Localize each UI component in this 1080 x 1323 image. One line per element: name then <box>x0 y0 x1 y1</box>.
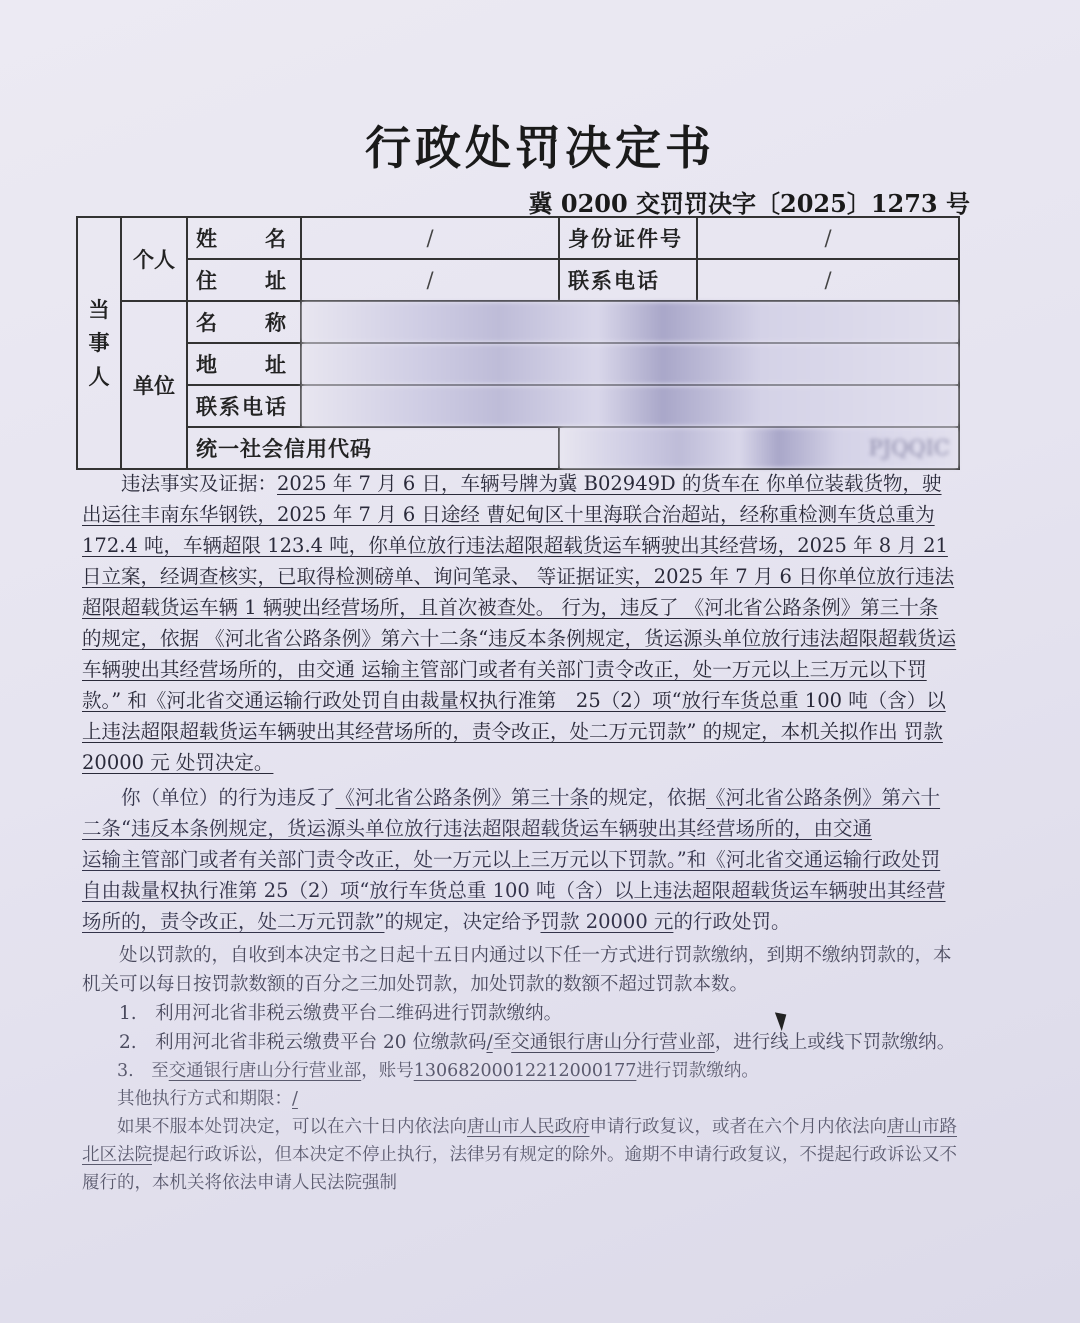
decision-fine: 罚款 20000 元 <box>540 910 674 933</box>
individual-label: 个人 <box>121 217 187 301</box>
other-method-value: / <box>292 1089 298 1109</box>
method-3-account: 13068200012212000177 <box>413 1061 637 1081</box>
credit-code-redacted: PJQQIC <box>559 427 959 469</box>
appeal-paragraph <box>82 1113 958 1197</box>
payment-paragraph: 处以罚款的，自收到本决定书之日起十五日内通过以下任一方式进行罚款缴纳，到期不缴纳罚款的，本机关可以每日按罚款数额的百分之三加处罚款，加处罚款的数额不超过罚款本数。 <box>82 945 952 995</box>
method-3-text-c: 进行罚款缴纳。 <box>636 1061 759 1081</box>
appeal-text-c: 提起行政诉讼，但本决定不停止执行，法律另有规定的除外。逾期不申请行政复议，不提起行政诉讼又不履行的，本机关将依法申请人民法院强制 <box>82 1145 957 1193</box>
party-table <box>76 216 960 470</box>
unit-name-redacted <box>301 301 959 343</box>
decision-paragraph-cont <box>82 844 958 937</box>
method-2-text-a: 2. 利用河北省非税云缴费平台 20 位缴款码 <box>119 1032 487 1053</box>
decision-paragraph <box>82 782 958 844</box>
method-2-bank: 交通银行唐山分行营业部 <box>511 1032 715 1053</box>
facts-label: 违法事实及证据： <box>121 472 278 495</box>
phone-label: 联系电话 <box>559 259 697 301</box>
decision-text-a: 你（单位）的行为违反了 <box>121 786 336 809</box>
address-value: / <box>301 259 559 301</box>
method-2-text-c: ，进行线上或线下罚款缴纳。 <box>714 1032 956 1053</box>
unit-label: 单位 <box>121 301 187 469</box>
facts-text: 2025 年 7 月 6 日，车辆号牌为冀 B02949D 的货车在 你单位装载货物，驶出运往丰南东华钢铁，2025 年 7 月 6 日途经 曹妃甸区十里海联合治超站，经称重检测车货总重为172.4 吨，车辆超限 123.4 吨，你单位放行违法超限超载货运车辆驶出其经营场，2025 年 8 月 21 日立案，经调查核实，已取得检测磅单、询问笔录、 等证据证实，2025 年 7 月 6 日你单位放行违法超限超载货运车辆 1 辆驶出经营场所，且首次被查处。 行为，违反了 《河北省公路条例》第三十条 的规定，依据 《河北省公路条例》第六十二条“违反本条例规定，货运源头单位放行违法超限超载货运车辆驶出其经营场所的，由交通 运输主管部门或者有关部门责令改正，处一万元以上三万元以下罚款。” 和《河北省交通运输行政处罚自由裁量权执行准第 25（2）项“放行车货总重 100 吨（含）以上违法超限超载货运车辆驶出其经营场所的，责令改正，处二万元罚款” 的规定，本机关拟作出 罚款 20000 元 处罚决定。 <box>82 472 957 774</box>
appeal-text-b: 申请行政复议，或者在六个月内依法向 <box>589 1117 887 1137</box>
method-3-bank: 交通银行唐山分行营业部 <box>168 1061 362 1081</box>
decision-law-2: 《河北省公路条例》第六十二条“违反本条例规定，货运源头单位放行违法超限超载货运车辆驶出其经营场所的，由交通 <box>82 786 941 840</box>
unit-phone-redacted <box>301 385 959 427</box>
payment-method-3 <box>82 1057 958 1085</box>
other-method-label: 其他执行方式和期限： <box>117 1089 292 1109</box>
name-label: 姓 名 <box>187 217 301 259</box>
unit-address-redacted <box>301 343 959 385</box>
decision-law-1: 《河北省公路条例》第三十条 <box>335 786 590 809</box>
unit-phone-label: 联系电话 <box>187 385 301 427</box>
payment-method-2 <box>82 1028 958 1057</box>
method-3-text-a: 3. 至 <box>117 1061 169 1081</box>
party-group-label: 当事人 <box>77 217 121 469</box>
other-method <box>82 1085 958 1113</box>
id-label: 身份证件号 <box>559 217 697 259</box>
method-3-text-b: ，账号 <box>361 1061 414 1081</box>
document-number: 冀 0200 交罚罚决字〔2025〕1273 号 <box>528 189 970 218</box>
appeal-court: 唐山市路北区法院 <box>82 1117 957 1165</box>
method-2-code: / <box>486 1032 493 1053</box>
unit-address-label: 地 址 <box>187 343 301 385</box>
decision-text-d: 的行政处罚。 <box>673 910 791 933</box>
unit-name-label: 名 称 <box>187 301 301 343</box>
document-title: 行政处罚决定书 <box>365 121 715 175</box>
name-value: / <box>301 217 559 259</box>
facts-paragraph <box>82 468 958 778</box>
method-2-text-b: 至 <box>492 1032 512 1053</box>
payment-method-1: 1. 利用河北省非税云缴费平台二维码进行罚款缴纳。 <box>119 1003 563 1024</box>
address-label: 住 址 <box>187 259 301 301</box>
id-value: / <box>697 217 959 259</box>
appeal-text-a: 如果不服本处罚决定，可以在六十日内依法向 <box>117 1117 467 1137</box>
decision-text-c: 的规定，决定给予 <box>384 910 541 933</box>
document-body <box>82 468 958 1197</box>
credit-code-label: 统一社会信用代码 <box>187 427 559 469</box>
decision-text-b: 的规定，依据 <box>589 786 707 809</box>
phone-value: / <box>697 259 959 301</box>
appeal-government: 唐山市人民政府 <box>467 1117 590 1137</box>
decision-law-3: 运输主管部门或者有关部门责令改正，处一万元以上三万元以下罚款。”和《河北省交通运输行政处罚自由裁量权执行准第 25（2）项“放行车货总重 100 吨（含）以上违法超限超载货运车辆驶出其经营场所的，责令改正，处二万元罚款” <box>82 848 946 933</box>
